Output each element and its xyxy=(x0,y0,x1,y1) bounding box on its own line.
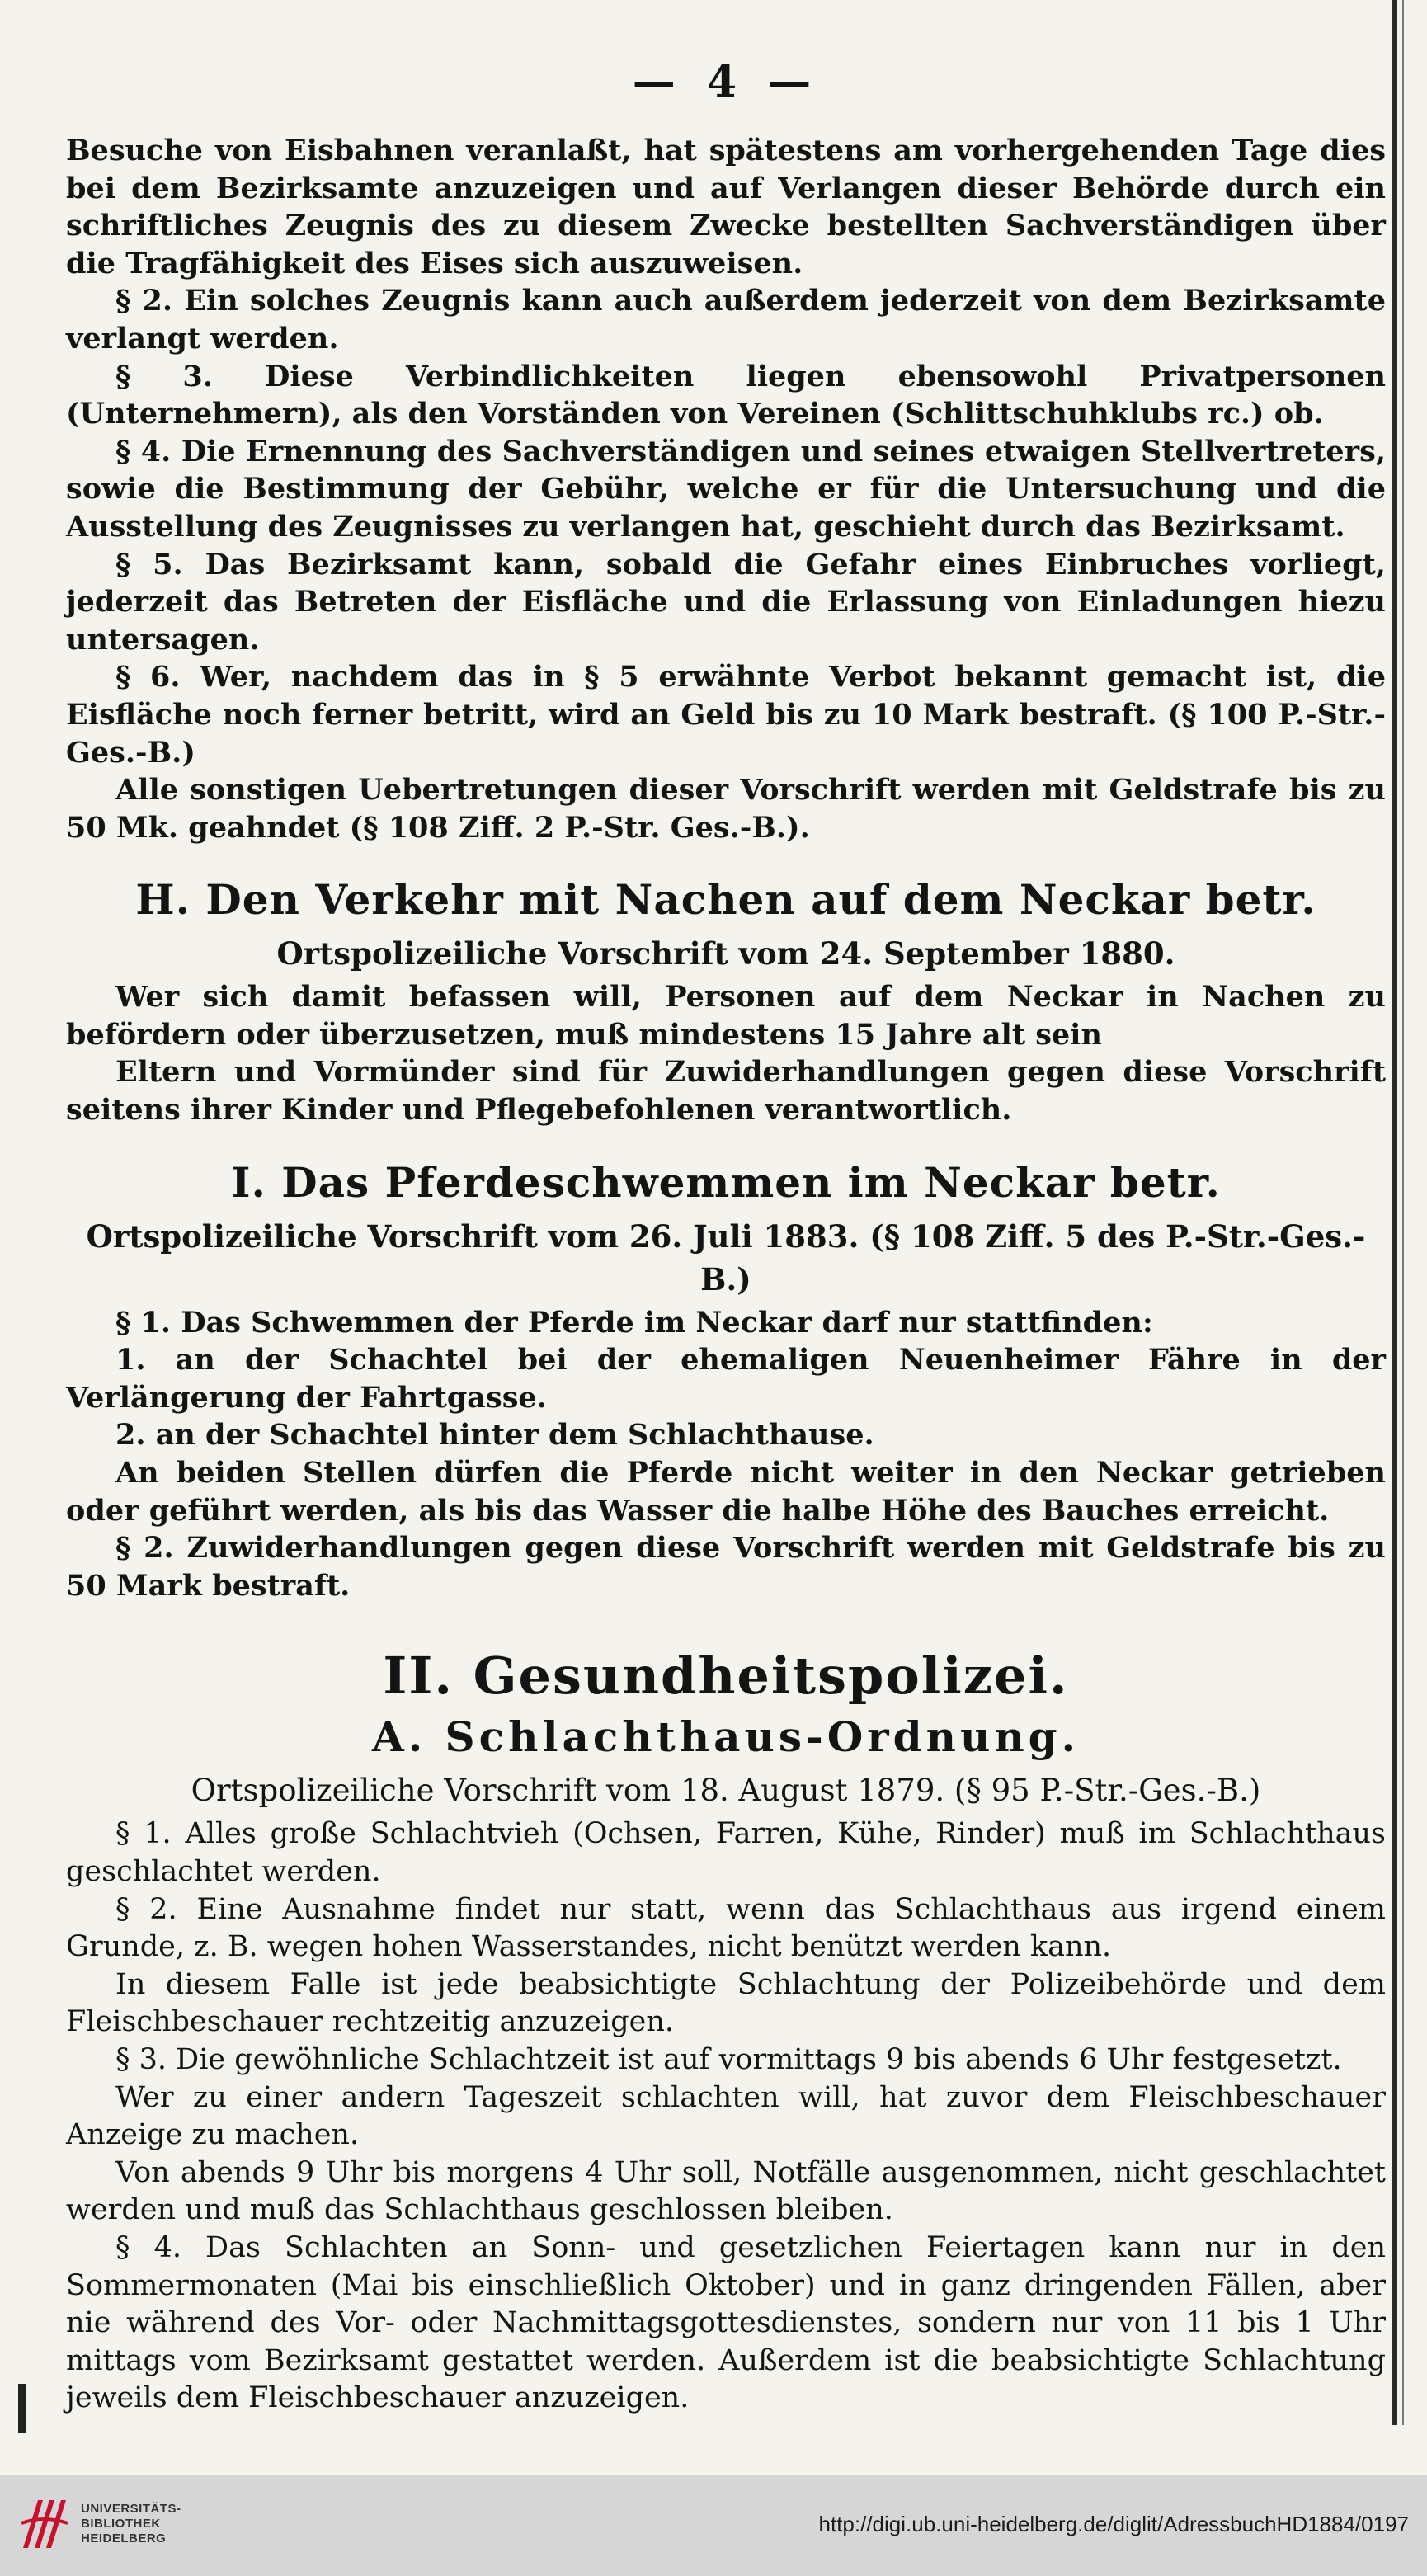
section-heading-i: I. Das Pferdeschwemmen im Neckar betr. xyxy=(231,1157,1221,1207)
paragraph: Wer sich damit befassen will, Personen auf dem Neckar in Nachen zu befördern oder überzusetzen, muß mindestens 15 Jahre alt sein xyxy=(66,980,1386,1052)
binding-edge xyxy=(1402,0,1404,2425)
paragraph: In diesem Falle ist jede beabsichtigte Schlachtung der Polizeibehörde und dem Fleischbeschauer rechtzeitig anzuzeigen. xyxy=(66,1967,1386,2039)
library-logo-text xyxy=(81,2502,181,2546)
paragraph: Alle sonstigen Uebertretungen dieser Vorschrift werden mit Geldstrafe bis zu 50 Mk. geahndet (§ 108 Ziff. 2 P.-Str. Ges.-B.). xyxy=(66,773,1386,845)
section-heading-a: A. Schlachthaus-Ordnung. xyxy=(371,1712,1081,1762)
section-heading-h: H. Den Verkehr mit Nachen auf dem Neckar betr. xyxy=(135,875,1316,925)
paragraph: § 1. Alles große Schlachtvieh (Ochsen, Farren, Kühe, Rinder) muß im Schlachthaus geschlachtet werden. xyxy=(66,1817,1386,1888)
section-subtitle-i: Ortspolizeiliche Vorschrift vom 26. Juli 1883. (§ 108 Ziff. 5 des P.-Str.-Ges.-B.) xyxy=(86,1217,1366,1297)
section-subtitle-h: Ortspolizeiliche Vorschrift vom 24. September 1880. xyxy=(276,935,1175,972)
scan-edge-mark xyxy=(18,2384,26,2433)
list-item: 2. an der Schachtel hinter dem Schlachthause. xyxy=(115,1418,874,1453)
paragraph: Wer zu einer andern Tageszeit schlachten will, hat zuvor dem Fleischbeschauer Anzeige zu machen. xyxy=(66,2080,1386,2152)
paragraph: § 6. Wer, nachdem das in § 5 erwähnte Verbot bekannt gemacht ist, die Eisfläche noch ferner betritt, wird an Geld bis zu 10 Mark bestraft. (§ 100 P.-Str.-Ges.-B.) xyxy=(66,660,1386,770)
paragraph: § 5. Das Bezirksamt kann, sobald die Gefahr eines Einbruches vorliegt, jederzeit das Betreten der Eisfläche und die Erlassung von Einladungen hiezu untersagen. xyxy=(66,547,1386,657)
paragraph: § 3. Diese Verbindlichkeiten liegen ebensowohl Privatpersonen (Unternehmern), als den Vorständen von Vereinen (Schlittschuhklubs rc.) ob. xyxy=(66,359,1386,431)
paragraph: § 4. Die Ernennung des Sachverständigen und seines etwaigen Stellvertreters, sowie die Bestimmung der Gebühr, welche er für die Untersuchung und die Ausstellung des Zeugnisses zu verlangen hat, geschieht durch das Bezirksamt. xyxy=(66,434,1386,544)
list-item: 1. an der Schachtel bei der ehemaligen Neuenheimer Fähre in der Verlängerung der Fahrtgasse. xyxy=(66,1343,1386,1415)
source-url-link[interactable]: http://digi.ub.uni-heidelberg.de/diglit/AdressbuchHD1884/0197 xyxy=(818,2512,1409,2536)
page-content xyxy=(66,58,1386,2418)
logo-line: UNIVERSITÄTS- xyxy=(81,2502,181,2516)
paragraph: § 1. Das Schwemmen der Pferde im Neckar darf nur stattfinden: xyxy=(115,1305,1153,1340)
paragraph: § 3. Die gewöhnliche Schlachtzeit ist auf vormittags 9 bis abends 6 Uhr festgesetzt. xyxy=(115,2042,1342,2076)
paragraph: § 2. Zuwiderhandlungen gegen diese Vorschrift werden mit Geldstrafe bis zu 50 Mark bestraft. xyxy=(66,1531,1386,1603)
paragraph: § 2. Ein solches Zeugnis kann auch außerdem jederzeit von dem Bezirksamte verlangt werden. xyxy=(66,284,1386,356)
viewer-footer xyxy=(0,2475,1427,2576)
paragraph: An beiden Stellen dürfen die Pferde nicht weiter in den Neckar getrieben oder geführt werden, als bis das Wasser die halbe Höhe des Bauches erreicht. xyxy=(66,1456,1386,1528)
paragraph: § 2. Eine Ausnahme findet nur statt, wenn das Schlachthaus aus irgend einem Grunde, z. B. wegen hohen Wasserstandes, nicht benützt werden kann. xyxy=(66,1892,1386,1964)
logo-line: BIBLIOTHEK xyxy=(81,2517,161,2531)
paragraph: Von abends 9 Uhr bis morgens 4 Uhr soll, Notfälle ausgenommen, nicht geschlachtet werden und muß das Schlachthaus geschlossen bleiben. xyxy=(66,2155,1386,2227)
paragraph: Besuche von Eisbahnen veranlaßt, hat spätestens am vorhergehenden Tage dies bei dem Bezirksamte anzuzeigen und auf Verlangen dieser Behörde durch ein schriftliches Zeugnis des zu diesem Zwecke bestellten Sachverständigen über die Tragfähigkeit des Eises sich auszuweisen. xyxy=(66,134,1386,280)
paragraph: § 4. Das Schlachten an Sonn- und gesetzlichen Feiertagen kann nur in den Sommermonaten (Mai bis einschließlich Oktober) und in ganz dringenden Fällen, aber nie während des Vor- oder Nachmittagsgottesdienstes, sondern nur von 11 bis 1 Uhr mittags vom Bezirksamt gestattet werden. Außerdem ist die beabsichtigte Schlachtung jeweils dem Fleischbeschauer anzuzeigen. xyxy=(66,2230,1386,2415)
library-logo-icon xyxy=(15,2490,73,2556)
section-subtitle-a: Ortspolizeiliche Vorschrift vom 18. August 1879. (§ 95 P.-Str.-Ges.-B.) xyxy=(191,1773,1261,1809)
logo-line: HEIDELBERG xyxy=(81,2531,167,2545)
paragraph: Eltern und Vormünder sind für Zuwiderhandlungen gegen diese Vorschrift seitens ihrer Kinder und Pflegebefohlenen verantwortlich. xyxy=(66,1055,1386,1128)
chapter-heading: II. Gesundheitspolizei. xyxy=(383,1646,1069,1707)
page-number: — 4 — xyxy=(632,57,820,107)
binding-shadow xyxy=(1392,0,1397,2425)
